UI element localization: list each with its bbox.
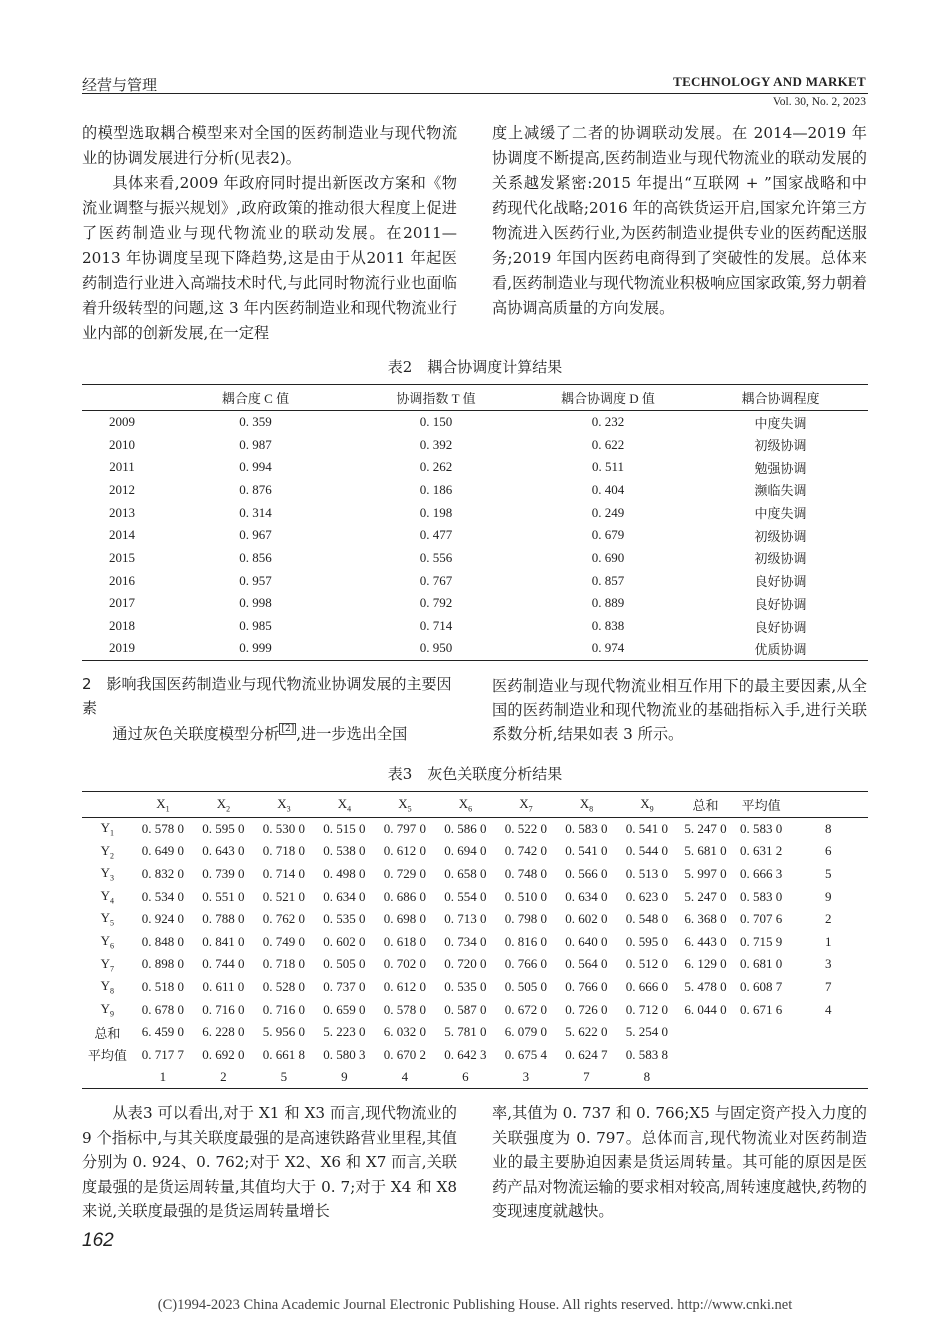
table-cell: 6. 459 0 (141, 1024, 185, 1040)
table-cell: 良好协调 (754, 574, 807, 590)
table-cell: 0. 950 (419, 640, 453, 656)
table-cell: 8 (825, 821, 832, 837)
table-row (82, 479, 868, 502)
table-cell: 0. 583 0 (740, 888, 783, 904)
table-cell: 0. 749 0 (262, 933, 306, 949)
table-cell: 0. 612 0 (383, 978, 427, 994)
table-cell (734, 1021, 789, 1044)
table-cell: 濒临失调 (754, 483, 807, 499)
table-cell: 0. 249 (591, 504, 625, 520)
column-header: 耦合协调程度 (693, 385, 868, 411)
table-cell: 2015 (109, 549, 135, 565)
table-cell: 0. 659 0 (323, 1001, 366, 1017)
table-cell: 0. 522 0 (504, 821, 548, 837)
table-cell: 0. 583 8 (625, 1046, 669, 1062)
table-cell: 2018 (109, 618, 135, 634)
column-header: 耦合度 C 值 (162, 385, 349, 411)
table-cell: 5. 254 0 (625, 1024, 669, 1040)
table-cell: 0. 551 0 (202, 888, 245, 904)
table-cell: 5. 478 0 (684, 978, 727, 994)
table-cell: 0. 848 0 (141, 933, 185, 949)
table-cell: 5 (280, 1069, 288, 1085)
header-rule (82, 93, 868, 94)
column-header: $X_8$ (556, 792, 617, 818)
table-row (82, 885, 868, 908)
table-cell: 0. 718 0 (262, 956, 306, 972)
table-cell: $Y_4$ (100, 887, 115, 906)
table-cell: 0. 232 (591, 414, 625, 430)
table-row (82, 456, 868, 479)
table-cell: 0. 595 0 (625, 933, 669, 949)
table-cell: 2011 (109, 459, 135, 475)
table-cell: 9 (825, 888, 832, 904)
table-row (82, 908, 868, 931)
table-cell: 0. 788 0 (202, 911, 245, 927)
table-cell: 0. 198 (419, 504, 453, 520)
table-cell: 总和 (94, 1025, 121, 1041)
table-cell: 0. 762 0 (262, 911, 306, 927)
table-cell: 中度失调 (754, 506, 807, 522)
table-row (82, 547, 868, 570)
table-cell: 0. 692 0 (202, 1046, 245, 1062)
table-row (82, 1043, 868, 1066)
table-cell: 0. 649 0 (141, 843, 185, 859)
table-cell: 0. 898 0 (141, 956, 185, 972)
table-cell: 2013 (109, 504, 135, 520)
table-cell: 0. 737 0 (323, 978, 366, 994)
table-row (82, 1021, 868, 1044)
column-header: $X_3$ (254, 792, 315, 818)
table-cell (677, 1066, 734, 1089)
table-cell: 0. 702 0 (383, 956, 427, 972)
table-cell (734, 1066, 789, 1089)
table-cell: 0. 985 (239, 618, 272, 634)
table-cell: 0. 666 3 (740, 865, 783, 881)
table-cell: 6. 032 0 (383, 1024, 427, 1040)
table-cell: 5 (825, 865, 832, 881)
table-cell: 0. 642 3 (444, 1046, 487, 1062)
table-cell: 3 (825, 956, 832, 972)
journal-section-label: 经营与管理 (82, 76, 158, 94)
table-cell: 0. 876 (239, 481, 272, 497)
table-cell: 0. 797 0 (383, 821, 427, 837)
table-row (82, 501, 868, 524)
table-cell: 6. 044 0 (684, 1001, 727, 1017)
table-cell: 0. 608 7 (740, 978, 783, 994)
table-cell: 0. 583 0 (565, 821, 608, 837)
table-cell: 0. 857 (591, 572, 625, 588)
table3 (82, 791, 868, 1089)
journal-title: TECHNOLOGY AND MARKET (673, 74, 866, 89)
table-cell: 0. 544 0 (625, 843, 669, 859)
table-cell: 6. 368 0 (684, 911, 727, 927)
table-cell: 0. 671 6 (740, 1001, 783, 1017)
table-cell: 6. 443 0 (684, 933, 727, 949)
table-cell: 0. 634 0 (323, 888, 366, 904)
table-cell: 0. 661 8 (262, 1046, 306, 1062)
table-cell: 0. 538 0 (323, 843, 366, 859)
table-cell: 中度失调 (754, 415, 807, 431)
table-cell: 0. 513 0 (625, 865, 669, 881)
paragraph: 医药制造业与现代物流业相互作用下的最主要因素,从全国的医药制造业和现代物流业的基础指标入手,进行关联系数分析,结果如表 3 所示。 (492, 677, 867, 743)
table-cell: $Y_9$ (100, 1000, 115, 1019)
table-cell: 初级协调 (754, 438, 807, 454)
section-heading (82, 672, 462, 720)
table-row (82, 433, 868, 456)
column-header: $X_5$ (375, 792, 436, 818)
column-header (82, 385, 162, 411)
table-row (82, 953, 868, 976)
table-cell: 2010 (109, 436, 135, 452)
table-cell: 5. 997 0 (684, 865, 727, 881)
table-cell: 0. 150 (419, 414, 453, 430)
table-cell: 0. 838 (591, 618, 625, 634)
table-cell: 0. 832 0 (141, 865, 185, 881)
column-header (82, 792, 133, 818)
paragraph: 从表3 可以看出,对于 X1 和 X3 而言,现代物流业的 9 个指标中,与其关联度最强的是高速铁路营业里程,其值分别为 0. 924、0. 762;对于 X2、X6 和 X7 而言,关联度最强的是货运周转量,其值均大于 0. 7;对于 X4 和 X8 来说,关联度最强的是货运周转量增长 (82, 1104, 457, 1220)
table-cell (677, 1021, 734, 1044)
right-column-top (492, 121, 867, 321)
table-cell: 0. 392 (419, 436, 453, 452)
table-cell: 0. 720 0 (444, 956, 487, 972)
table-cell: 2012 (109, 481, 135, 497)
table-cell: 8 (643, 1069, 651, 1085)
table-cell: 6. 079 0 (504, 1024, 548, 1040)
table-cell: 0. 999 (239, 640, 272, 656)
table-cell (82, 1066, 133, 1089)
table-cell: 0. 511 (591, 459, 625, 475)
table-cell: 0. 566 0 (565, 865, 608, 881)
table-cell: 0. 816 0 (504, 933, 548, 949)
table-cell: 初级协调 (754, 528, 807, 544)
table-row (82, 930, 868, 953)
table-cell: $Y_8$ (100, 978, 115, 996)
table-cell: 0. 924 0 (141, 911, 185, 927)
table-cell: 0. 998 (239, 595, 272, 611)
table-cell: 1 (159, 1069, 167, 1085)
table-cell: 0. 643 0 (202, 843, 245, 859)
table-row (82, 998, 868, 1021)
table-row (82, 976, 868, 999)
table-cell: 0. 690 (591, 549, 625, 565)
table-cell: 0. 515 0 (323, 821, 366, 837)
column-header: $X_6$ (435, 792, 496, 818)
table-cell: 0. 580 3 (323, 1046, 366, 1062)
column-header: $X_4$ (314, 792, 375, 818)
table-cell: 0. 670 2 (383, 1046, 427, 1062)
table-cell: 0. 767 (419, 572, 453, 588)
table-cell: 9 (341, 1069, 348, 1085)
table-cell (734, 1043, 789, 1066)
table-cell: 0. 521 0 (262, 888, 306, 904)
table-cell: $Y_3$ (100, 865, 115, 883)
table-cell: 0. 694 0 (444, 843, 487, 859)
reference-marker: [2] (281, 724, 295, 734)
paragraph: 具体来看,2009 年政府同时提出新医改方案和《物流业调整与振兴规划》,政府政策的推动很大程度上促进了医药制造业与现代物流业的联动发展。在2011—2013 年协调度呈现下降趋势,这是由于从2011 年起医药制造行业进入高端技术时代,与此同时物流行业也面临着升级转型的问题,这 3 年内医药制造业和现代物流业行业内部的创新发展,在一定程 (82, 174, 457, 342)
table-cell: 0. 686 0 (383, 888, 427, 904)
table-row (82, 818, 868, 841)
table-cell: 0. 631 2 (740, 843, 783, 859)
table-cell: 0. 186 (419, 481, 453, 497)
table-cell: 0. 744 0 (202, 956, 245, 972)
table-cell: 0. 712 0 (625, 1001, 669, 1017)
table-cell: 0. 640 0 (565, 933, 608, 949)
table-cell (677, 1043, 734, 1066)
table-cell: 0. 678 0 (141, 1001, 185, 1017)
table-cell: 0. 715 9 (740, 933, 783, 949)
table-cell: 5. 622 0 (565, 1024, 608, 1040)
paragraph: 度上减缓了二者的协调联动发展。在 2014—2019 年协调度不断提高,医药制造业与现代物流业的联动发展的关系越发紧密:2015 年提出“互联网 + ”国家战略和中药现代化战略;2016 年的高铁货运开启,国家允许第三方物流进入医药行业,为医药制造业提供专业的医药配送服务;2019 年国内医药电商得到了突破性的发展。总体来看,医药制造业与现代物流业积极响应国家政策,努力朝着高协调高质量的方向发展。 (492, 124, 867, 317)
table-cell: 0. 994 (239, 459, 272, 475)
table-cell: 0. 477 (419, 527, 453, 543)
table-row (82, 569, 868, 592)
table-cell: 0. 658 0 (444, 865, 487, 881)
table-cell: 0. 556 (419, 549, 453, 565)
table-cell: 2 (220, 1069, 227, 1085)
table-cell: 0. 564 0 (565, 956, 608, 972)
copyright-footer: (C)1994-2023 China Academic Journal Electronic Publishing House. All rights reserved. http://www.cnki.net (157, 1297, 793, 1313)
table-cell: 0. 739 0 (202, 865, 245, 881)
table-cell: 0. 967 (239, 527, 272, 543)
table-cell: 4 (401, 1069, 409, 1085)
table-cell: 0. 729 0 (383, 865, 427, 881)
table-row (82, 615, 868, 638)
column-header: 耦合协调度 D 值 (523, 385, 693, 411)
table-cell: 7 (583, 1069, 590, 1085)
table-cell: 6. 129 0 (684, 956, 727, 972)
table-row (82, 1066, 868, 1089)
table-cell: 优质协调 (754, 641, 807, 657)
table-cell: 0. 578 0 (141, 821, 185, 837)
table-row (82, 840, 868, 863)
table-cell (789, 1043, 869, 1066)
table-cell: 0. 742 0 (504, 843, 548, 859)
table-cell: 0. 528 0 (262, 978, 306, 994)
section2-right-text (492, 674, 867, 746)
table-cell: 0. 716 0 (262, 1001, 306, 1017)
column-header: 平均值 (734, 792, 789, 818)
table-cell: 0. 602 0 (323, 933, 366, 949)
table-cell: 2019 (109, 640, 135, 656)
table-cell: 0. 681 0 (740, 956, 783, 972)
table-row (82, 411, 868, 434)
table-cell: 2017 (109, 595, 135, 611)
table-cell: 5. 247 0 (684, 888, 727, 904)
table-cell: 0. 583 0 (740, 821, 783, 837)
table-cell: 0. 586 0 (444, 821, 487, 837)
table-cell: 0. 587 0 (444, 1001, 487, 1017)
table-cell: 0. 541 0 (565, 843, 608, 859)
table-cell: 0. 595 0 (202, 821, 245, 837)
table-row (82, 592, 868, 615)
table-cell: 5. 956 0 (262, 1024, 306, 1040)
table-cell: 0. 314 (239, 504, 272, 520)
table-cell: 2016 (109, 572, 135, 588)
table-cell: 勉强协调 (754, 460, 807, 476)
table-cell: 良好协调 (754, 619, 807, 635)
table-cell: 0. 624 7 (565, 1046, 608, 1062)
table-cell: 0. 518 0 (141, 978, 185, 994)
table-cell: $Y_6$ (100, 932, 115, 951)
table-cell (789, 1021, 869, 1044)
page-number: 162 (82, 1230, 114, 1251)
section-2-heading: 2 影响我国医药制造业与现代物流业协调发展的主要因素 (82, 675, 452, 717)
table-cell: 0. 602 0 (565, 911, 608, 927)
table-cell: 2014 (109, 527, 135, 543)
text: 通过灰色关联度模型分析 (112, 725, 280, 743)
table-cell: 平均值 (87, 1048, 127, 1064)
table-cell: 0. 634 0 (565, 888, 608, 904)
table-cell: 0. 554 0 (444, 888, 487, 904)
column-header: 协调指数 T 值 (349, 385, 523, 411)
table-cell: 0. 798 0 (504, 911, 548, 927)
table-cell: 0. 512 0 (625, 956, 669, 972)
table2-caption: 表2 耦合协调度计算结果 (387, 358, 563, 376)
table-cell: 0. 748 0 (504, 865, 548, 881)
table-row (82, 524, 868, 547)
volume-info: Vol. 30, No. 2, 2023 (772, 96, 866, 108)
table-cell: 0. 792 (419, 595, 453, 611)
text: ,进一步选出全国 (296, 725, 408, 743)
table-cell: 0. 841 0 (202, 933, 245, 949)
table-cell: 6 (462, 1069, 469, 1085)
table-cell: 0. 713 0 (444, 911, 487, 927)
table-cell: 0. 766 0 (565, 978, 608, 994)
table-cell: 0. 622 (591, 436, 625, 452)
table-cell: 0. 856 (239, 549, 272, 565)
table-cell: 0. 535 0 (323, 911, 366, 927)
table-cell: 7 (825, 978, 832, 994)
table-cell: 0. 530 0 (262, 821, 306, 837)
paragraph: 率,其值为 0. 737 和 0. 766;X5 与固定资产投入力度的关联强度为 0. 797。总体而言,现代物流业对医药制造业的最主要胁迫因素是货运周转量。其可能的原因是医药产品对物流运输的要求相对较高,周转速度越快,药物的变现速度就越快。 (492, 1104, 867, 1220)
table-cell: 5. 247 0 (684, 821, 727, 837)
table-cell: 4 (825, 1001, 832, 1017)
table-cell: 0. 726 0 (565, 1001, 608, 1017)
table-cell: 0. 404 (591, 481, 625, 497)
table-cell: 0. 675 4 (504, 1046, 548, 1062)
column-header (789, 792, 869, 818)
table-cell: 0. 548 0 (625, 911, 669, 927)
table-cell: 0. 359 (239, 414, 272, 430)
table-cell: 0. 714 0 (262, 865, 306, 881)
table-cell: 0. 618 0 (383, 933, 427, 949)
table-cell: 6. 228 0 (202, 1024, 245, 1040)
table-cell: 0. 578 0 (383, 1001, 427, 1017)
table-cell: 0. 623 0 (625, 888, 669, 904)
table-cell: 0. 505 0 (504, 978, 548, 994)
table-cell: 0. 957 (239, 572, 272, 588)
table-cell: 5. 681 0 (684, 843, 727, 859)
table-cell: $Y_5$ (100, 910, 115, 928)
table-cell: 0. 707 6 (740, 911, 783, 927)
table-cell: 良好协调 (754, 596, 807, 612)
table-cell: 0. 535 0 (444, 978, 487, 994)
table-cell: 0. 766 0 (504, 956, 548, 972)
table-cell: 0. 679 (591, 527, 625, 543)
table-cell (789, 1066, 869, 1089)
bottom-left-text (82, 1101, 457, 1224)
bottom-right-text (492, 1101, 867, 1224)
table-cell: 初级协调 (754, 551, 807, 567)
table3-caption: 表3 灰色关联度分析结果 (387, 765, 563, 783)
table-cell: $Y_7$ (100, 955, 115, 974)
table-cell: 0. 510 0 (504, 888, 548, 904)
table-cell: 5. 223 0 (323, 1024, 366, 1040)
table-row (82, 637, 868, 660)
table-cell: 6 (825, 843, 832, 859)
table-cell: 0. 534 0 (141, 888, 185, 904)
table-cell: 0. 716 0 (202, 1001, 245, 1017)
table-cell: 0. 505 0 (323, 956, 366, 972)
table-cell: 2009 (109, 414, 135, 430)
table-cell: 1 (825, 933, 832, 949)
column-header: $X_1$ (133, 792, 194, 818)
table-cell: 0. 611 0 (202, 978, 245, 994)
column-header: $X_2$ (193, 792, 254, 818)
table-cell: 0. 672 0 (504, 1001, 548, 1017)
section2-left-text (82, 722, 457, 747)
table2 (82, 384, 868, 661)
table-cell: 0. 698 0 (383, 911, 427, 927)
table-cell: 0. 987 (239, 436, 272, 452)
table-cell: 0. 498 0 (323, 865, 366, 881)
table-cell: 0. 734 0 (444, 933, 487, 949)
table-cell: 0. 974 (591, 640, 625, 656)
table-cell: $Y_1$ (100, 820, 115, 838)
table-cell: 5. 781 0 (444, 1024, 487, 1040)
table-cell: 0. 718 0 (262, 843, 306, 859)
table-cell: $Y_2$ (100, 842, 115, 861)
table-cell: 0. 666 0 (625, 978, 669, 994)
left-column-top (82, 121, 457, 346)
table-cell: 0. 612 0 (383, 843, 427, 859)
table-cell: 0. 541 0 (625, 821, 669, 837)
column-header: 总和 (677, 792, 734, 818)
table-row (82, 863, 868, 886)
table-cell: 0. 717 7 (141, 1046, 185, 1062)
column-header: $X_7$ (496, 792, 557, 818)
paragraph: 的模型选取耦合模型来对全国的医药制造业与现代物流业的协调发展进行分析(见表2)。 (82, 124, 457, 167)
table-cell: 2 (825, 911, 832, 927)
column-header: $X_9$ (617, 792, 678, 818)
table-cell: 0. 262 (419, 459, 453, 475)
table-cell: 0. 714 (419, 618, 453, 634)
table-cell: 0. 889 (591, 595, 625, 611)
table-cell: 3 (522, 1069, 530, 1085)
